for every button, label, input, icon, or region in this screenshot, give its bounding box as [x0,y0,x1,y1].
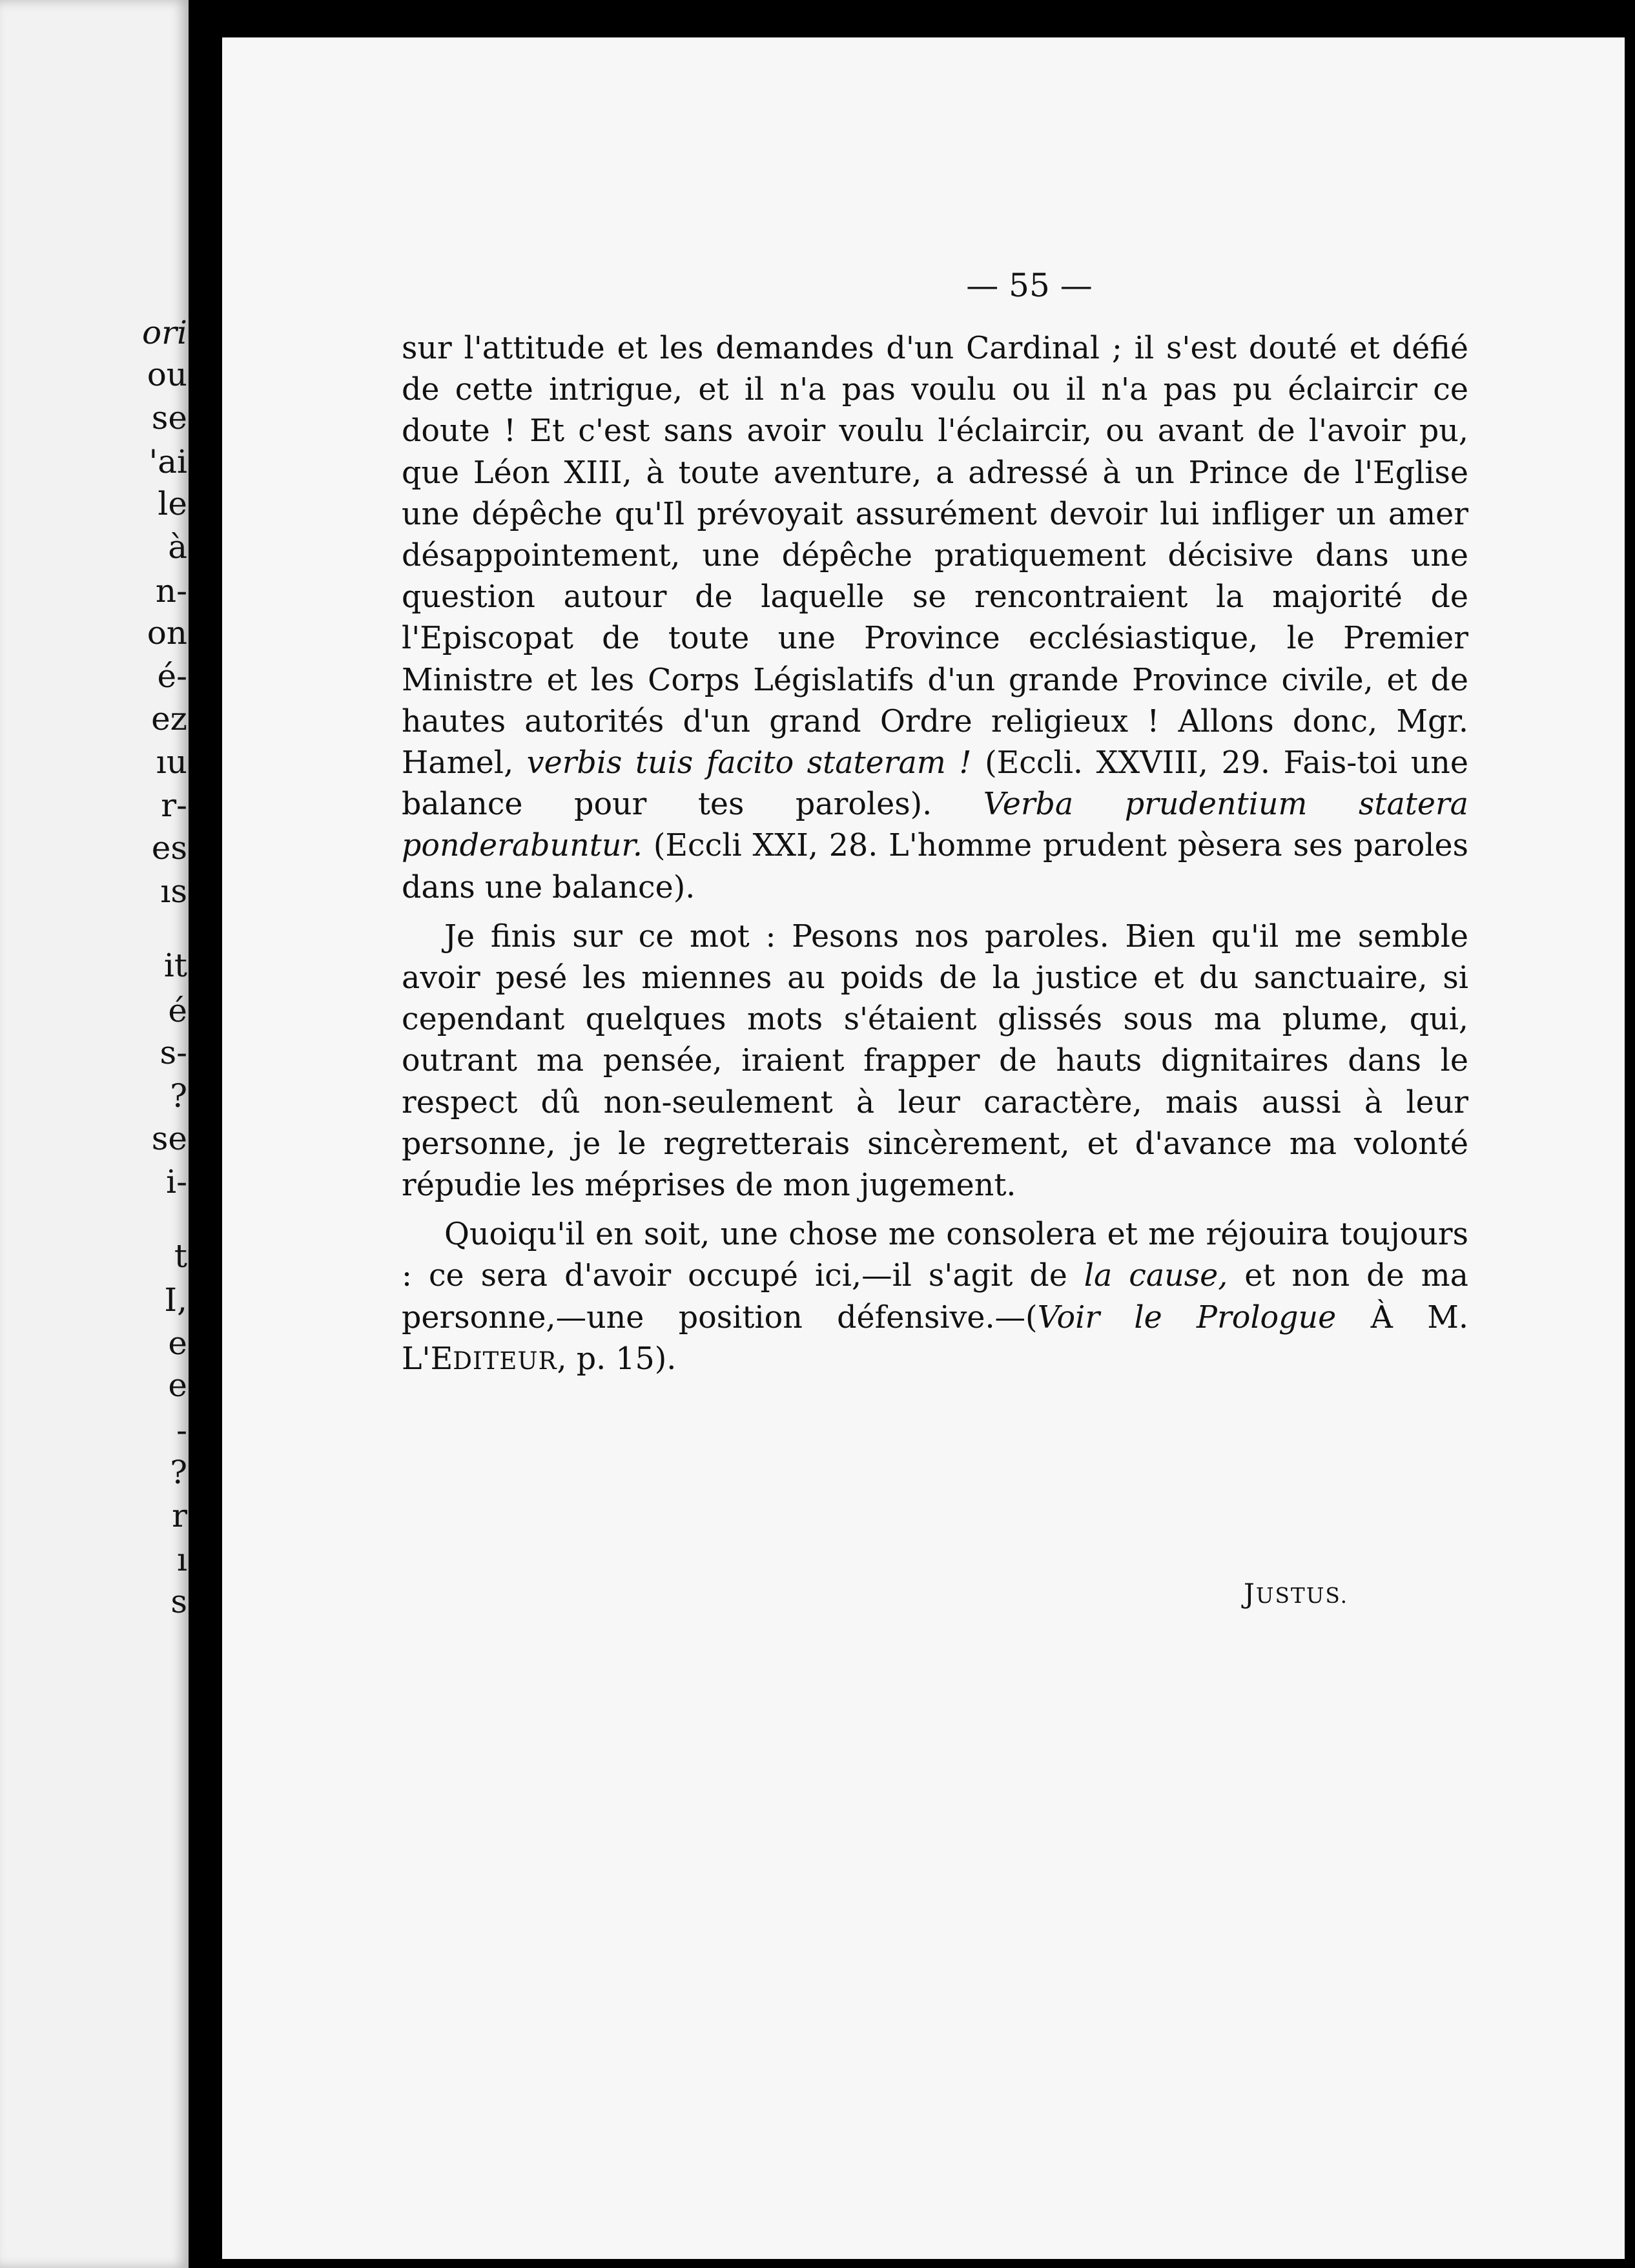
paragraph-3-text-c: et non de ma personne,—une position défensive.—( [402,1258,1468,1335]
previous-page-fragment: ıu [156,743,187,781]
latin-quote-1: verbis tuis facito stateram ! [526,745,972,781]
previous-page-fragment: t [174,1237,187,1275]
signature-rest: USTUS. [1255,1583,1349,1608]
previous-page-fragment: é- [157,657,187,695]
paragraph-3 [402,1214,1468,1382]
page [222,37,1625,2259]
paragraph-3-text-a: Quoiqu'il en soit, une chose me consolera et me réjouira toujours : ce sera d'avoir occupé ici,—il s'agit de [402,1217,1468,1294]
previous-page-fragment: ıs [160,872,187,910]
previous-page-fragment: 'ai [149,443,187,480]
italic-voir-prologue: Voir le Prologue [1037,1299,1337,1335]
previous-page-fragment: s [170,1583,187,1620]
italic-la-cause: la cause, [1084,1258,1228,1294]
signature [1244,1578,1348,1609]
previous-page-fragment: ori [142,314,187,351]
paragraph-1 [402,328,1468,909]
previous-page-fragment: s- [159,1034,187,1071]
previous-page-fragment: ez [151,700,187,737]
paragraph-1-text-a: sur l'attitude et les demandes d'un Cardinal ; il s'est douté et défié de cette intrigue, et il n'a pas voulu ou il n'a pas pu éclaircir ce doute ! Et c'est sans avoir voulu l'éclaircir, ou avant de l'avoir pu, que Léon XIII, à toute aventure, a adressé à un Prince de l'Eglise une dépêche qu'Il prévoyait assurément devoir lui infliger un amer désappointement, une dépêche pratiquement décisive dans une question autour de laquelle se rencontraient la majorité de l'Episcopat de toute une Province ecclésiastique, le Premier Ministre et les Corps Législatifs d'un grande Province civile, et de hautes autorités d'un grand Ordre religieux ! Allons donc, Mgr. Hamel, [402,331,1468,781]
previous-page-fragment: se [151,1120,187,1157]
previous-page-fragment: r [172,1497,187,1534]
body-text [402,328,1468,1382]
page-number: — 55 — [966,267,1093,304]
previous-page-fragment: - [176,1412,187,1449]
paragraph-3-text-e3: , p. 15). [557,1341,677,1377]
paragraph-2: Je finis sur ce mot : Pesons nos paroles. Bien qu'il me semble avoir pesé les miennes au poids de la justice et du sanctuaire, si cependant quelques mots s'étaient glissés sous ma plume, qui, outrant ma pensée, iraient frapper de hauts dignitaires dans le respect dû non-seulement à leur caractère, mais aussi à leur personne, je le regretterais sincèrement, et d'avance ma volonté répudie les méprises de mon jugement. [402,918,1468,1204]
previous-page-fragment: e [168,1325,187,1362]
previous-page-fragment: ou [147,356,187,393]
paragraph-1-text-e: (Eccli XXI, 28. L'homme prudent pèsera ses paroles dans une balance). [402,828,1468,905]
previous-page-fragment: ? [170,1454,187,1491]
previous-page-fragment: r- [161,787,187,824]
previous-page-fragment: it [163,947,187,984]
previous-page-fragment: le [158,485,187,522]
previous-page-fragment: i- [166,1163,187,1201]
signature-initial: J [1244,1578,1256,1609]
latin-quote-2: Verba prudentium statera ponderabuntur. [402,787,1468,864]
previous-page-fragment: e [168,1366,187,1404]
previous-page-fragment: à [168,528,187,566]
previous-page-fragment: es [151,829,187,867]
previous-page-edge [0,0,189,2268]
previous-page-fragment: I, [164,1281,187,1319]
previous-page-fragment: ? [170,1077,187,1115]
previous-page-fragment: ı [177,1541,187,1578]
paragraph-3-text-e1: À M. L'E [402,1299,1468,1377]
paragraph-1-text-c: (Eccli. XXVIII, 29. Fais-toi une balance pour tes paroles). [402,745,1469,823]
paragraph-3-text-e2: DITEUR [453,1346,557,1375]
previous-page-fragment: é [168,992,187,1029]
previous-page-fragment: se [151,399,187,437]
previous-page-fragment: n- [155,572,187,610]
previous-page-fragment: on [147,614,187,652]
